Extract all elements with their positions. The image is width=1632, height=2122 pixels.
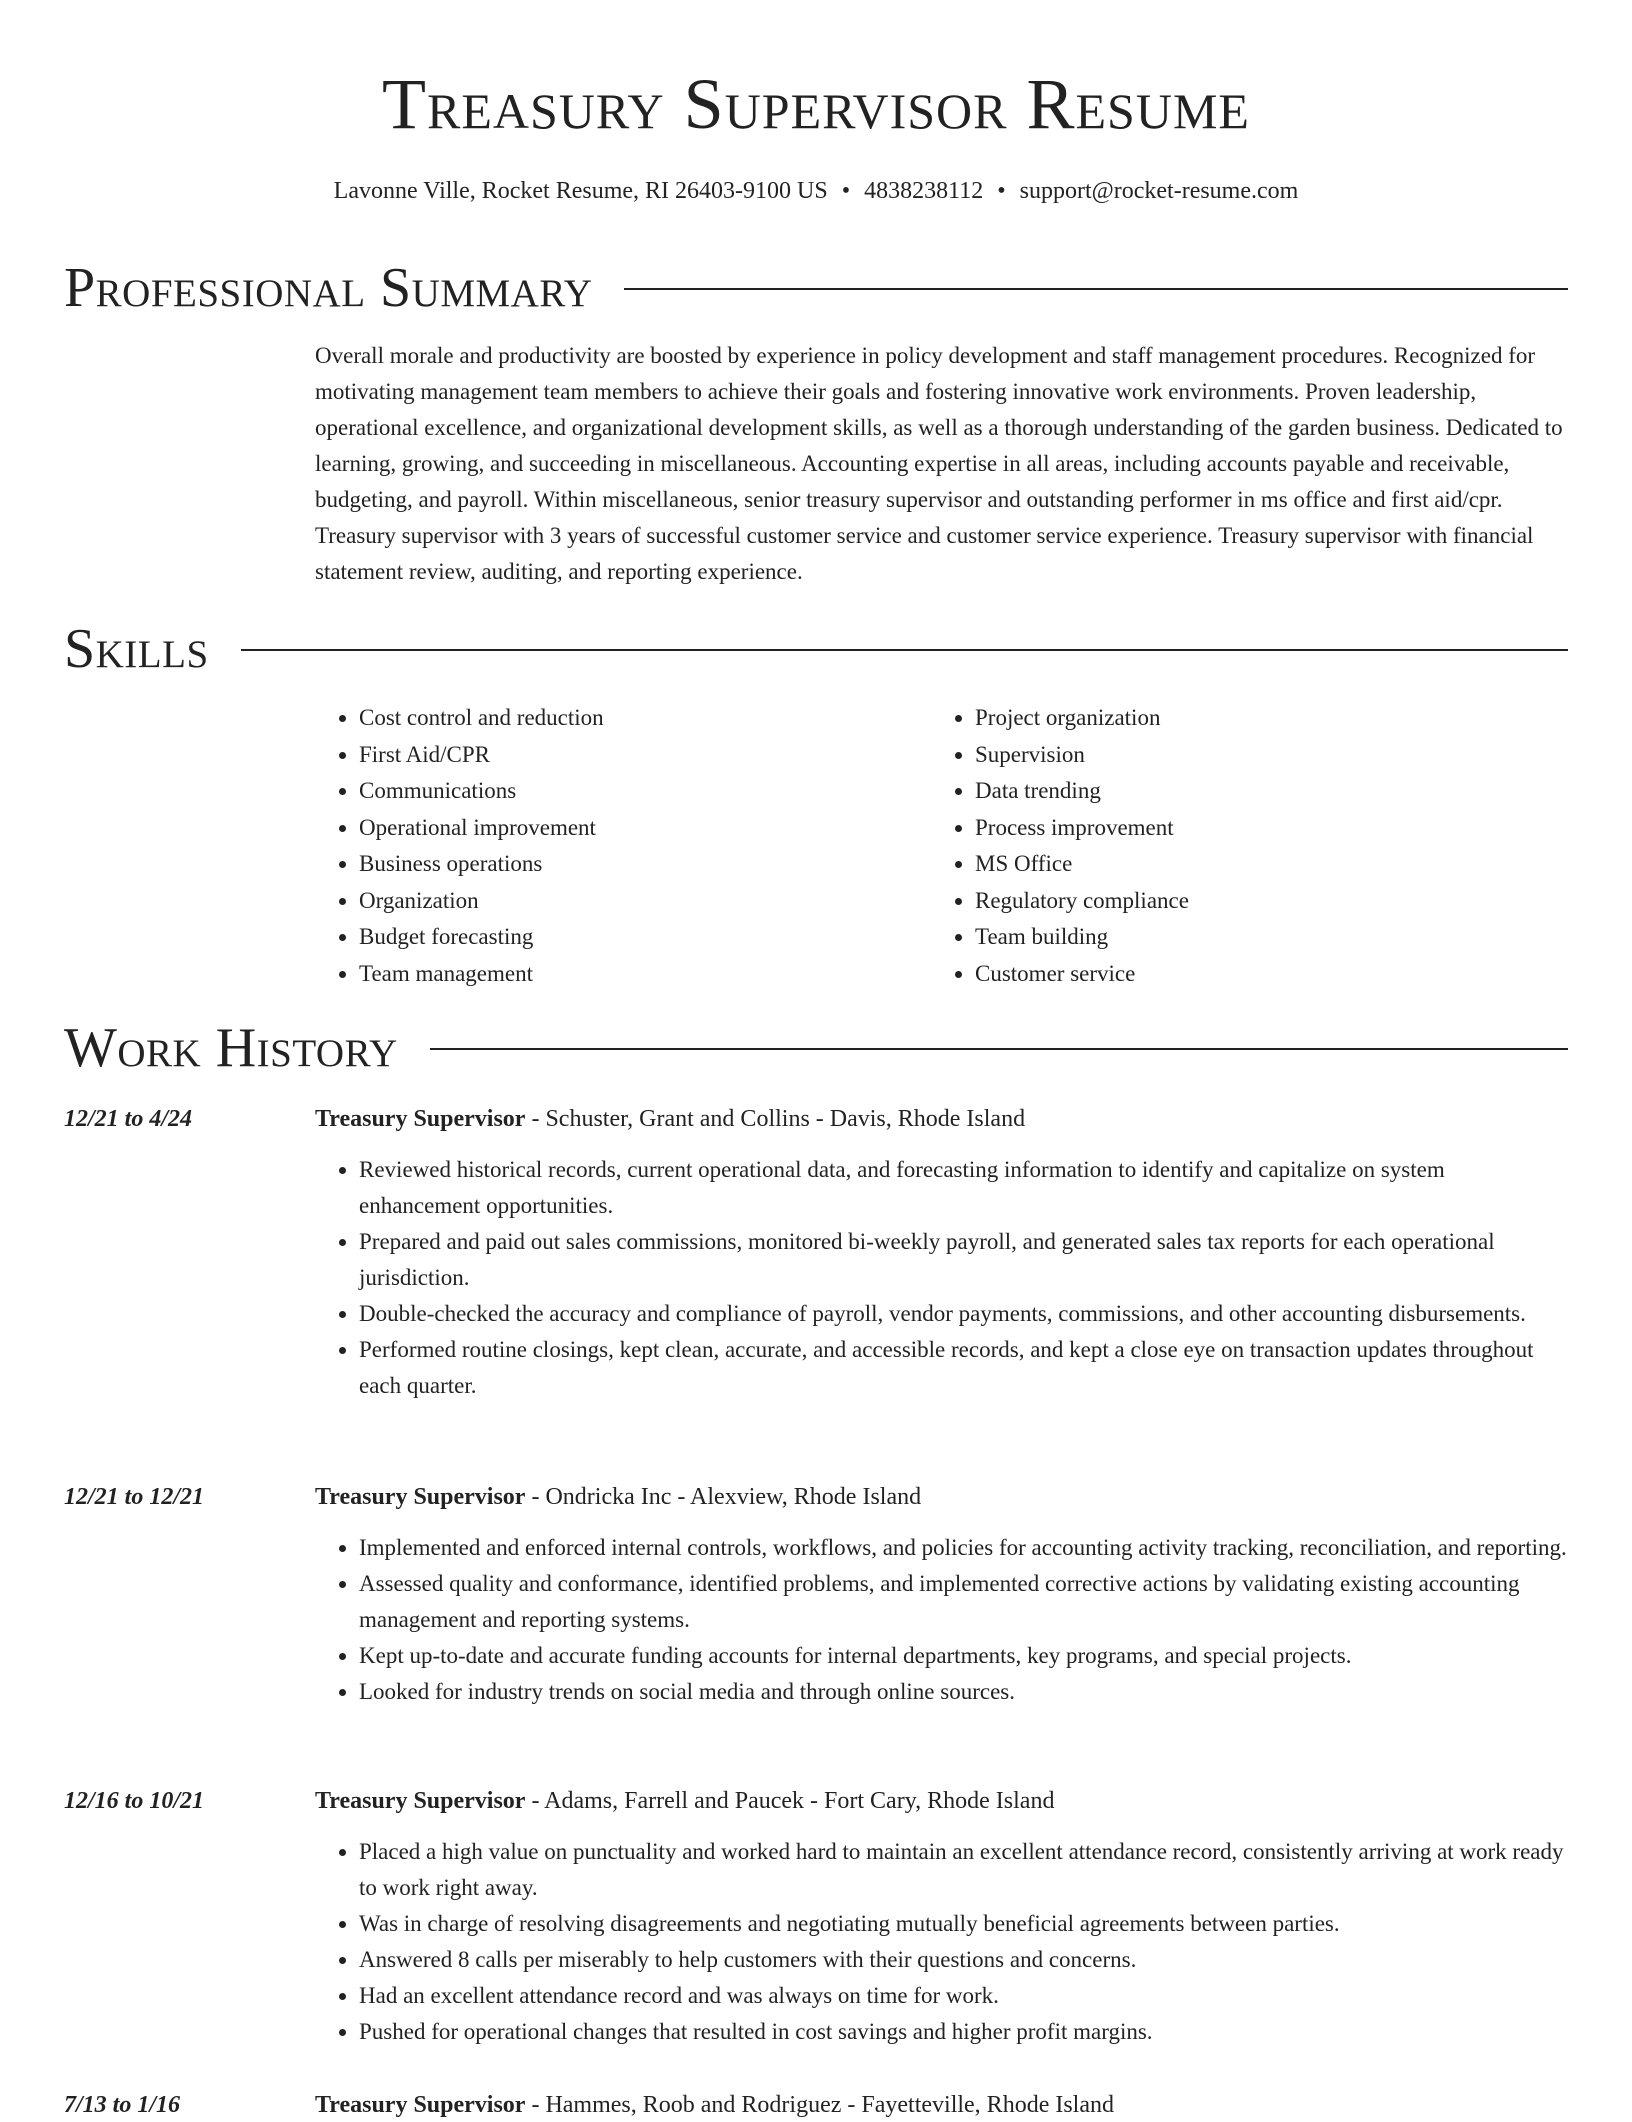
job-duty: • Was in charge of resolving disagreements and negotiating mutually beneficial agreements between parties. bbox=[359, 1906, 1568, 1942]
skill-item: • Regulatory compliance bbox=[975, 883, 1547, 920]
skill-item: • Communications bbox=[359, 773, 931, 810]
contact-email: support@rocket-resume.com bbox=[1019, 178, 1299, 204]
section-divider bbox=[624, 288, 1568, 290]
skills-section-heading bbox=[64, 617, 1568, 681]
skill-item: • Project organization bbox=[975, 700, 1547, 737]
job-duty: • Assessed quality and conformance, identified problems, and implemented corrective actions by validating existing accounting management and reporting systems. bbox=[359, 1566, 1568, 1638]
job-duties bbox=[315, 1152, 1568, 1404]
skills-list bbox=[315, 700, 1565, 992]
job-duty: • Kept up-to-date and accurate funding accounts for internal departments, key programs, and special projects. bbox=[359, 1638, 1568, 1674]
contact-address: Lavonne Ville, Rocket Resume, RI 26403-9100 US bbox=[333, 178, 828, 204]
skill-item: • Team building bbox=[975, 919, 1547, 956]
section-divider bbox=[430, 1048, 1568, 1050]
job-heading bbox=[315, 1102, 1568, 1136]
job-dates: 12/16 to 10/21 bbox=[64, 1788, 205, 1814]
skill-item: • Process improvement bbox=[975, 810, 1547, 847]
job-duty: • Answered 8 calls per miserably to help customers with their questions and concerns. bbox=[359, 1942, 1568, 1978]
job-employer: - Adams, Farrell and Paucek - Fort Cary, Rhode Island bbox=[525, 1788, 1055, 1814]
skill-item: • Budget forecasting bbox=[359, 919, 931, 956]
job-heading bbox=[315, 1784, 1568, 1818]
job-title: Treasury Supervisor bbox=[315, 1106, 526, 1132]
job-employer: - Ondricka Inc - Alexview, Rhode Island bbox=[525, 1484, 922, 1510]
job-heading bbox=[315, 1480, 1568, 1514]
job-duty: • Reviewed historical records, current operational data, and forecasting information to identify and capitalize on system enhancement opportunities. bbox=[359, 1152, 1568, 1224]
contact-line bbox=[0, 176, 1632, 206]
contact-phone: 4838238112 bbox=[864, 178, 984, 204]
job-duty: • Placed a high value on punctuality and worked hard to maintain an excellent attendance record, consistently arriving at work ready to work right away. bbox=[359, 1834, 1568, 1906]
job-duty: • Prepared and paid out sales commissions, monitored bi-weekly payroll, and generated sales tax reports for each operational jurisdiction. bbox=[359, 1224, 1568, 1296]
job-duty: • Had an excellent attendance record and was always on time for work. bbox=[359, 1978, 1568, 2014]
contact-separator: • bbox=[997, 178, 1006, 204]
job-employer: - Schuster, Grant and Collins - Davis, Rhode Island bbox=[525, 1106, 1026, 1132]
job-duty: • Performed routine closings, kept clean, accurate, and accessible records, and kept a close eye on transaction updates throughout each quarter. bbox=[359, 1332, 1568, 1404]
skill-item: • Data trending bbox=[975, 773, 1547, 810]
skill-item: • Team management bbox=[359, 956, 931, 993]
summary-heading: Professional Summary bbox=[64, 257, 593, 319]
skills-column-left bbox=[315, 700, 931, 992]
job-dates: 12/21 to 4/24 bbox=[64, 1106, 193, 1132]
resume-title: Treasury Supervisor Resume bbox=[382, 64, 1250, 144]
job-duties bbox=[315, 1834, 1568, 2050]
skill-item: • Operational improvement bbox=[359, 810, 931, 847]
job-employer: - Hammes, Roob and Rodriguez - Fayetteville, Rhode Island bbox=[525, 2092, 1114, 2118]
skill-item: • MS Office bbox=[975, 846, 1547, 883]
job-dates: 12/21 to 12/21 bbox=[64, 1484, 205, 1510]
job-heading bbox=[315, 2088, 1568, 2122]
job-duty: • Pushed for operational changes that resulted in cost savings and higher profit margins. bbox=[359, 2014, 1568, 2050]
work-history-section-heading bbox=[64, 1016, 1568, 1080]
contact-separator: • bbox=[841, 178, 851, 204]
skill-item: • First Aid/CPR bbox=[359, 737, 931, 774]
skill-item: • Supervision bbox=[975, 737, 1547, 774]
skills-heading: Skills bbox=[64, 618, 209, 680]
skill-item: • Organization bbox=[359, 883, 931, 920]
skills-column-right bbox=[931, 700, 1547, 992]
summary-section-heading bbox=[64, 256, 1568, 320]
job-title: Treasury Supervisor bbox=[315, 1788, 526, 1814]
skill-item: • Business operations bbox=[359, 846, 931, 883]
job-dates: 7/13 to 1/16 bbox=[64, 2092, 181, 2118]
job-title: Treasury Supervisor bbox=[315, 1484, 526, 1510]
job-duties bbox=[315, 1530, 1568, 1710]
job-duty: • Double-checked the accuracy and compliance of payroll, vendor payments, commissions, and other accounting disbursements. bbox=[359, 1296, 1568, 1332]
section-divider bbox=[241, 649, 1568, 651]
job-duty: • Looked for industry trends on social media and through online sources. bbox=[359, 1674, 1568, 1710]
job-title: Treasury Supervisor bbox=[315, 2092, 526, 2118]
skill-item: • Customer service bbox=[975, 956, 1547, 993]
summary-text: Overall morale and productivity are boosted by experience in policy development and staff management procedures. Recognized for motivating management team members to achieve their goals and fostering innovative work environments. Proven leadership, operational excellence, and organizational development skills, as well as a thorough understanding of the garden business. Dedicated to learning, growing, and succeeding in miscellaneous. Accounting expertise in all areas, including accounts payable and receivable, budgeting, and payroll. Within miscellaneous, senior treasury supervisor and outstanding performer in ms office and first aid/cpr. Treasury supervisor with 3 years of successful customer service and customer service experience. Treasury supervisor with financial statement review, auditing, and reporting experience. bbox=[315, 343, 1563, 584]
work-history-heading: Work History bbox=[64, 1017, 398, 1079]
skill-item: • Cost control and reduction bbox=[359, 700, 931, 737]
job-duty: • Implemented and enforced internal controls, workflows, and policies for accounting activity tracking, reconciliation, and reporting. bbox=[359, 1530, 1568, 1566]
